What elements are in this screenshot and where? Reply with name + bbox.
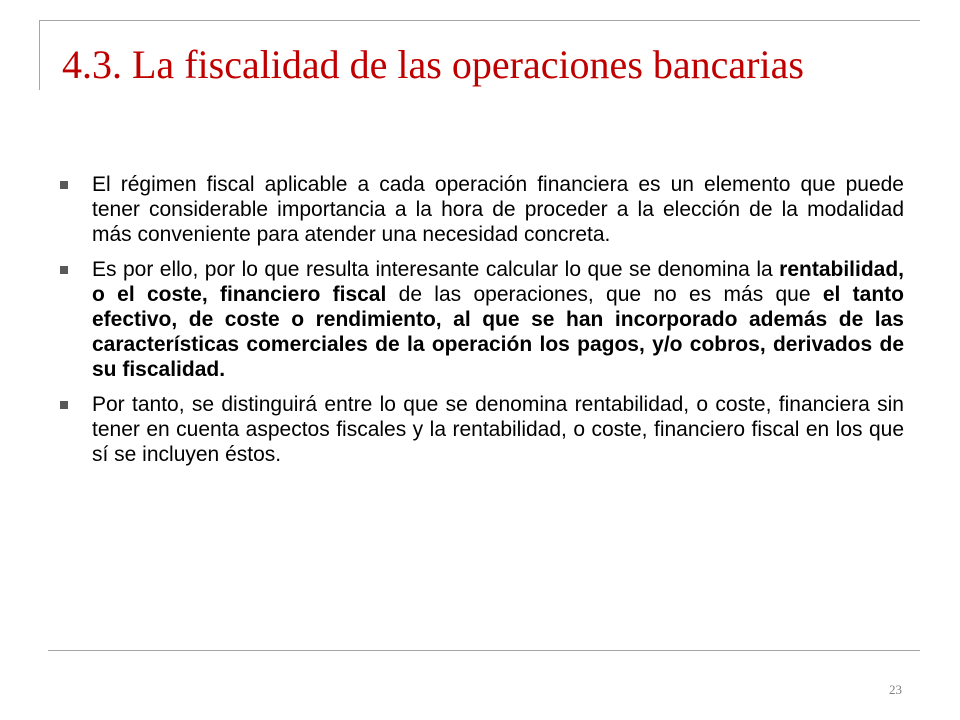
bullet-text: de las operaciones, que no es más que: [386, 283, 823, 306]
footer-rule: [48, 650, 920, 651]
bullet-bold-text: rentabilidad, o el coste, financiero fiscal: [92, 258, 904, 306]
bullet-item: [58, 257, 904, 382]
left-rule: [39, 20, 40, 90]
square-bullet-icon: [60, 266, 68, 274]
bullet-text: Es por ello, por lo que resulta interesante calcular lo que se denomina la: [92, 258, 780, 281]
bullet-item: [58, 392, 904, 467]
page-number: 23: [889, 682, 902, 697]
bullet-list: [58, 172, 904, 477]
slide-title: 4.3. La fiscalidad de las operaciones bancarias: [62, 42, 804, 87]
top-rule: [40, 20, 920, 21]
bullet-text: El régimen fiscal aplicable a cada operación financiera es un elemento que puede tener considerable importancia a la hora de proceder a la elección de la modalidad más conveniente para atender una necesidad concreta.: [92, 173, 904, 246]
square-bullet-icon: [60, 401, 68, 409]
bullet-bold-text: el tanto efectivo, de coste o rendimiento, al que se han incorporado además de las características comerciales de la operación los pagos, y/o cobros, derivados de su fiscalidad.: [92, 283, 904, 381]
bullet-item: [58, 172, 904, 247]
square-bullet-icon: [60, 181, 68, 189]
bullet-text: Por tanto, se distinguirá entre lo que se denomina rentabilidad, o coste, financiera sin tener en cuenta aspectos fiscales y la rentabilidad, o coste, financiero fiscal en los que sí se incluyen éstos.: [92, 393, 904, 466]
